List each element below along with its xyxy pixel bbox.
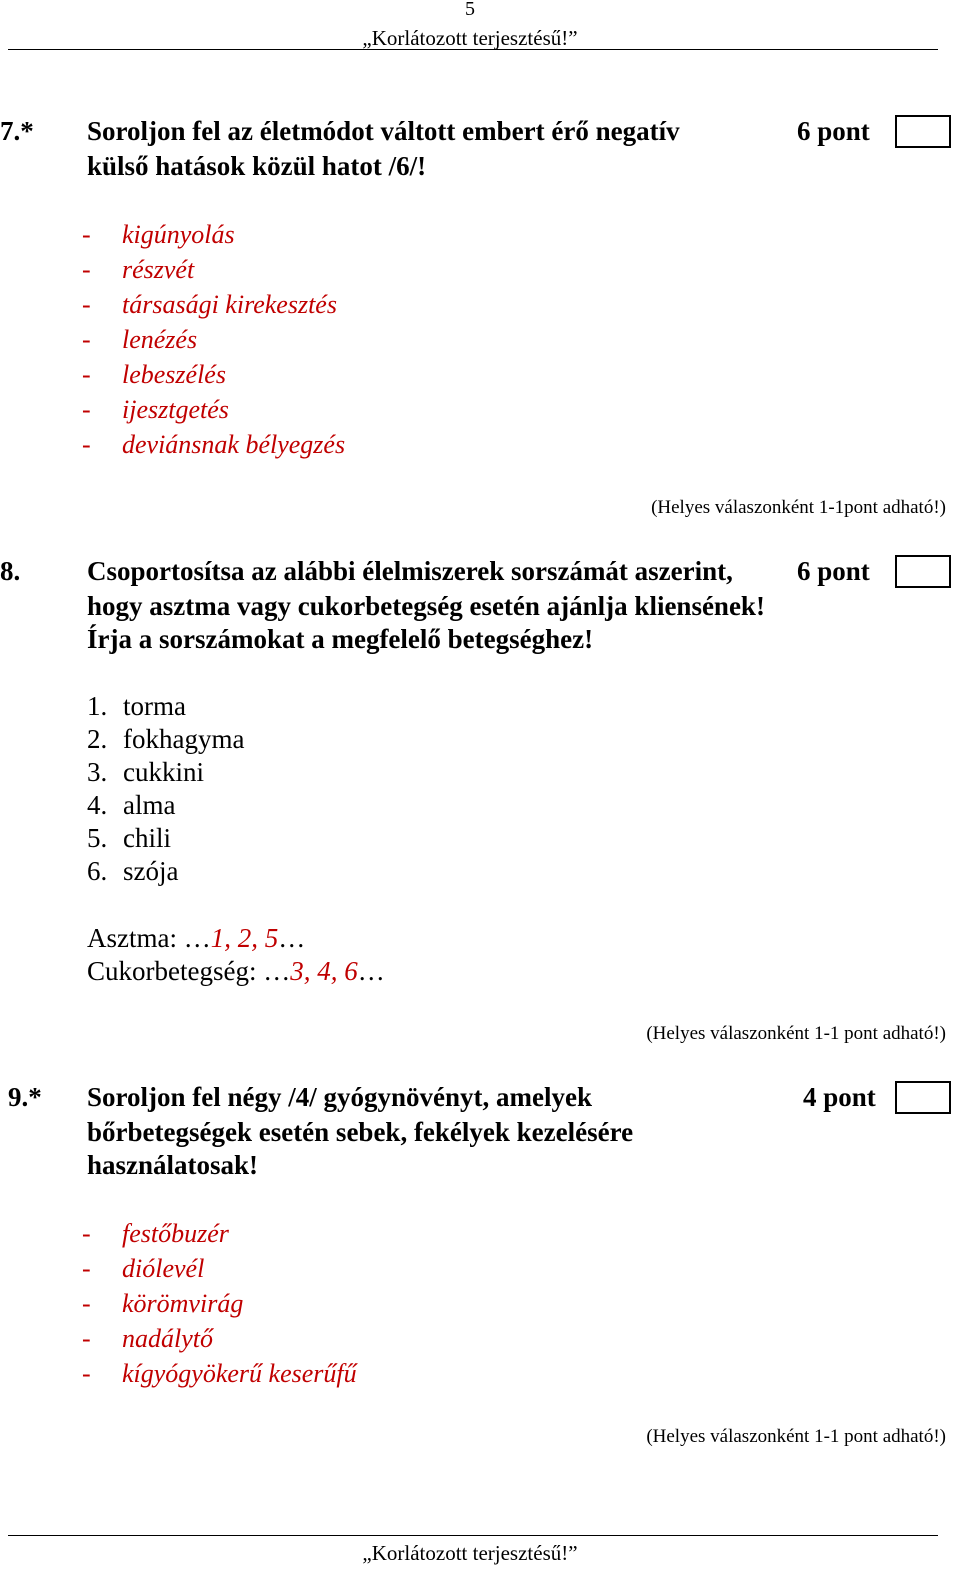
- q7-answer-item: [82, 360, 226, 390]
- q9-text-line-2: bőrbetegségek esetén sebek, fekélyek kezelésére: [87, 1117, 634, 1147]
- q9-number: 9.*: [8, 1082, 42, 1112]
- q9-answer-item: [82, 1219, 229, 1249]
- diabetes-ellipsis: …: [357, 956, 385, 986]
- list-dash: -: [82, 255, 91, 284]
- q9-answer-4: nadálytő: [122, 1324, 213, 1353]
- q7-answer-3: társasági kirekesztés: [122, 290, 337, 319]
- list-dash: -: [82, 360, 91, 389]
- diabetes-answer[interactable]: 3, 4, 6: [290, 956, 358, 986]
- q7-number: 7.*: [0, 116, 34, 146]
- option-text: chili: [123, 823, 171, 853]
- q9-score-box[interactable]: [895, 1081, 951, 1114]
- q8-diabetes-line: [87, 956, 385, 987]
- footer-rule: [8, 1535, 938, 1536]
- asthma-answer[interactable]: 1, 2, 5: [210, 923, 279, 953]
- q8-option-item: [87, 757, 204, 788]
- option-number: 4.: [87, 790, 108, 820]
- list-dash: -: [82, 430, 91, 459]
- q8-scoring-note: (Helyes válaszonként 1-1 pont adható!): [646, 1023, 946, 1044]
- q9-answer-item: [82, 1324, 213, 1354]
- q8-number: 8.: [0, 556, 21, 586]
- q8-option-item: [87, 823, 171, 854]
- q7-scoring-note: (Helyes válaszonként 1-1pont adható!): [651, 497, 946, 518]
- q7-answer-6: ijesztgetés: [122, 395, 229, 424]
- header-rule: [8, 49, 938, 50]
- option-number: 2.: [87, 724, 108, 754]
- q8-option-item: [87, 691, 186, 722]
- q8-option-item: [87, 856, 178, 887]
- q7-answer-item: [82, 430, 345, 460]
- q9-answer-item: [82, 1359, 357, 1389]
- diabetes-label: Cukorbetegség: …: [87, 956, 291, 986]
- option-text: szója: [123, 856, 179, 886]
- asthma-label: Asztma: …: [87, 923, 211, 953]
- option-number: 1.: [87, 691, 108, 721]
- q9-text-line-3: használatosak!: [87, 1150, 259, 1180]
- q8-text-line-1: Csoportosítsa az alábbi élelmiszerek sorszámát aszerint,: [87, 556, 733, 586]
- option-number: 3.: [87, 757, 108, 787]
- q8-score-box[interactable]: [895, 555, 951, 588]
- option-number: 5.: [87, 823, 108, 853]
- q9-answer-2: diólevél: [122, 1254, 205, 1283]
- option-text: fokhagyma: [123, 724, 245, 754]
- list-dash: -: [82, 220, 91, 249]
- option-text: alma: [123, 790, 176, 820]
- list-dash: -: [82, 290, 91, 319]
- list-dash: -: [82, 325, 91, 354]
- q8-option-item: [87, 724, 244, 755]
- page-number: 5: [465, 0, 475, 20]
- q7-answer-item: [82, 395, 229, 425]
- list-dash: -: [82, 1324, 91, 1353]
- list-dash: -: [82, 1359, 91, 1388]
- q8-text-line-3: Írja a sorszámokat a megfelelő betegséghez!: [87, 624, 594, 654]
- q7-answer-7: deviánsnak bélyegzés: [122, 430, 346, 459]
- q7-text-line-2: külső hatások közül hatot /6/!: [87, 151, 427, 181]
- q7-answer-item: [82, 290, 337, 320]
- asthma-ellipsis: …: [278, 923, 306, 953]
- q9-text-line-1: Soroljon fel négy /4/ gyógynövényt, amelyek: [87, 1082, 592, 1112]
- list-dash: -: [82, 395, 91, 424]
- q7-answer-1: kigúnyolás: [122, 220, 235, 249]
- q8-text-line-2: hogy asztma vagy cukorbetegség esetén ajánlja kliensének!: [87, 591, 765, 621]
- option-number: 6.: [87, 856, 108, 886]
- q7-text-line-1: Soroljon fel az életmódot váltott embert érő negatív: [87, 116, 680, 146]
- q8-asthma-line: [87, 923, 305, 954]
- q9-answer-item: [82, 1289, 243, 1319]
- list-dash: -: [82, 1219, 91, 1248]
- q8-points: 6 pont: [797, 556, 870, 586]
- q7-answer-2: részvét: [122, 255, 195, 284]
- q9-scoring-note: (Helyes válaszonként 1-1 pont adható!): [646, 1426, 946, 1447]
- q7-answer-5: lebeszélés: [122, 360, 226, 389]
- option-text: cukkini: [123, 757, 204, 787]
- list-dash: -: [82, 1254, 91, 1283]
- q7-answer-item: [82, 255, 194, 285]
- q9-answer-item: [82, 1254, 204, 1284]
- q7-answer-item: [82, 325, 197, 355]
- q7-score-box[interactable]: [895, 115, 951, 148]
- footer-restriction-note: „Korlátozott terjesztésű!”: [362, 1541, 578, 1565]
- q7-points: 6 pont: [797, 116, 870, 146]
- q9-points: 4 pont: [803, 1082, 876, 1112]
- option-text: torma: [123, 691, 186, 721]
- q9-answer-1: festőbuzér: [122, 1219, 229, 1248]
- q9-answer-5: kígyógyökerű keserűfű: [122, 1359, 357, 1388]
- q8-option-item: [87, 790, 175, 821]
- header-restriction-note: „Korlátozott terjesztésű!”: [362, 26, 578, 50]
- q9-answer-3: körömvirág: [122, 1289, 244, 1318]
- list-dash: -: [82, 1289, 91, 1318]
- q7-answer-4: lenézés: [122, 325, 198, 354]
- q7-answer-item: [82, 220, 235, 250]
